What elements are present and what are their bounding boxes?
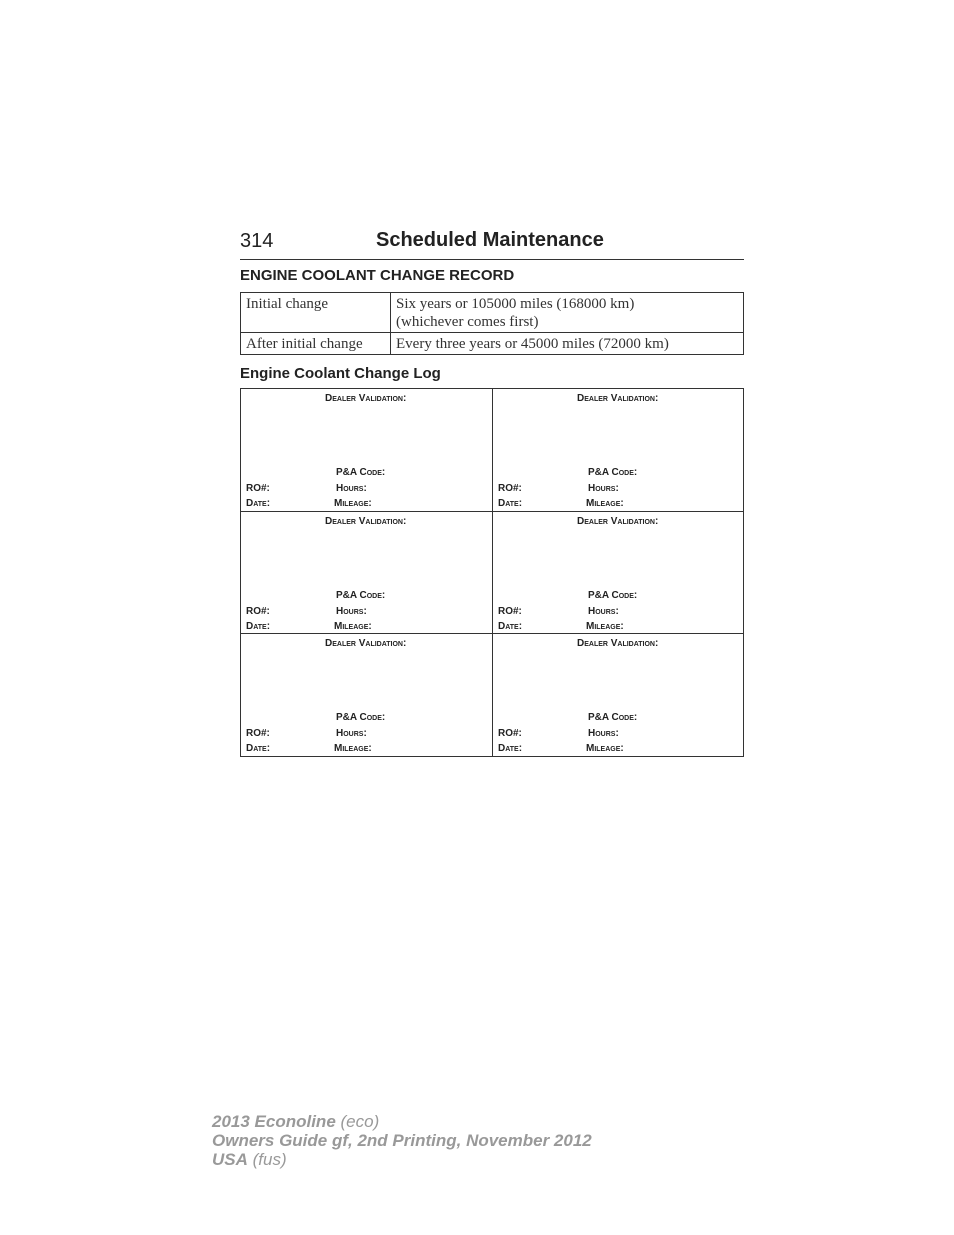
log-pa-code: P&A Code:	[336, 467, 386, 478]
row-label: Initial change	[241, 293, 391, 333]
log-entry-cell	[492, 389, 744, 511]
footer-model: 2013 Econoline	[212, 1112, 336, 1131]
log-date: Date:	[246, 498, 271, 509]
row-value-line: (whichever comes first)	[396, 314, 539, 330]
log-pa-code: P&A Code:	[588, 467, 638, 478]
log-dealer-validation: Dealer Validation:	[577, 393, 659, 404]
coolant-change-log-grid	[240, 388, 744, 757]
footer-line-2	[212, 1131, 592, 1150]
log-pa-code: P&A Code:	[336, 590, 386, 601]
log-entry-cell	[241, 511, 492, 634]
footer-line-1	[212, 1112, 592, 1131]
log-hours: Hours:	[588, 728, 619, 739]
row-value-line: Six years or 105000 miles (168000 km)	[396, 296, 635, 312]
footer-region-code: (fus)	[247, 1150, 287, 1169]
log-mileage: Mileage:	[334, 498, 372, 509]
log-date: Date:	[498, 743, 523, 754]
section-title: Scheduled Maintenance	[376, 229, 604, 251]
log-mileage: Mileage:	[586, 621, 624, 632]
footer-line-3	[212, 1150, 592, 1169]
table-row	[241, 293, 744, 333]
log-pa-code: P&A Code:	[336, 712, 386, 723]
log-date: Date:	[246, 621, 271, 632]
log-ro-number: RO#:	[246, 483, 270, 494]
log-ro-number: RO#:	[498, 728, 522, 739]
log-ro-number: RO#:	[246, 728, 270, 739]
log-ro-number: RO#:	[498, 606, 522, 617]
log-entry-cell	[241, 633, 492, 756]
log-date: Date:	[498, 498, 523, 509]
footer-model-code: (eco)	[335, 1112, 380, 1131]
log-dealer-validation: Dealer Validation:	[325, 516, 407, 527]
table-row	[241, 333, 744, 355]
row-label: After initial change	[241, 333, 391, 355]
log-hours: Hours:	[336, 728, 367, 739]
log-mileage: Mileage:	[586, 498, 624, 509]
page-number: 314	[240, 230, 274, 252]
log-mileage: Mileage:	[586, 743, 624, 754]
log-dealer-validation: Dealer Validation:	[577, 516, 659, 527]
log-hours: Hours:	[588, 483, 619, 494]
row-value	[391, 293, 744, 333]
log-date: Date:	[498, 621, 523, 632]
log-hours: Hours:	[336, 483, 367, 494]
row-value: Every three years or 45000 miles (72000 km)	[391, 333, 744, 355]
log-entry-cell	[492, 511, 744, 634]
log-ro-number: RO#:	[246, 606, 270, 617]
log-dealer-validation: Dealer Validation:	[577, 638, 659, 649]
log-dealer-validation: Dealer Validation:	[325, 638, 407, 649]
log-date: Date:	[246, 743, 271, 754]
page-header	[240, 226, 744, 260]
log-dealer-validation: Dealer Validation:	[325, 393, 407, 404]
log-hours: Hours:	[336, 606, 367, 617]
log-entry-cell	[492, 633, 744, 756]
record-heading: ENGINE COOLANT CHANGE RECORD	[240, 267, 515, 284]
log-entry-cell	[241, 389, 492, 511]
log-mileage: Mileage:	[334, 743, 372, 754]
log-pa-code: P&A Code:	[588, 712, 638, 723]
log-heading: Engine Coolant Change Log	[240, 365, 441, 382]
document-footer	[212, 1112, 592, 1169]
coolant-change-record-table	[240, 292, 744, 355]
log-mileage: Mileage:	[334, 621, 372, 632]
footer-region: USA	[212, 1150, 248, 1169]
footer-guide: Owners Guide gf, 2nd Printing, November 2012	[212, 1131, 592, 1150]
log-hours: Hours:	[588, 606, 619, 617]
log-pa-code: P&A Code:	[588, 590, 638, 601]
log-ro-number: RO#:	[498, 483, 522, 494]
